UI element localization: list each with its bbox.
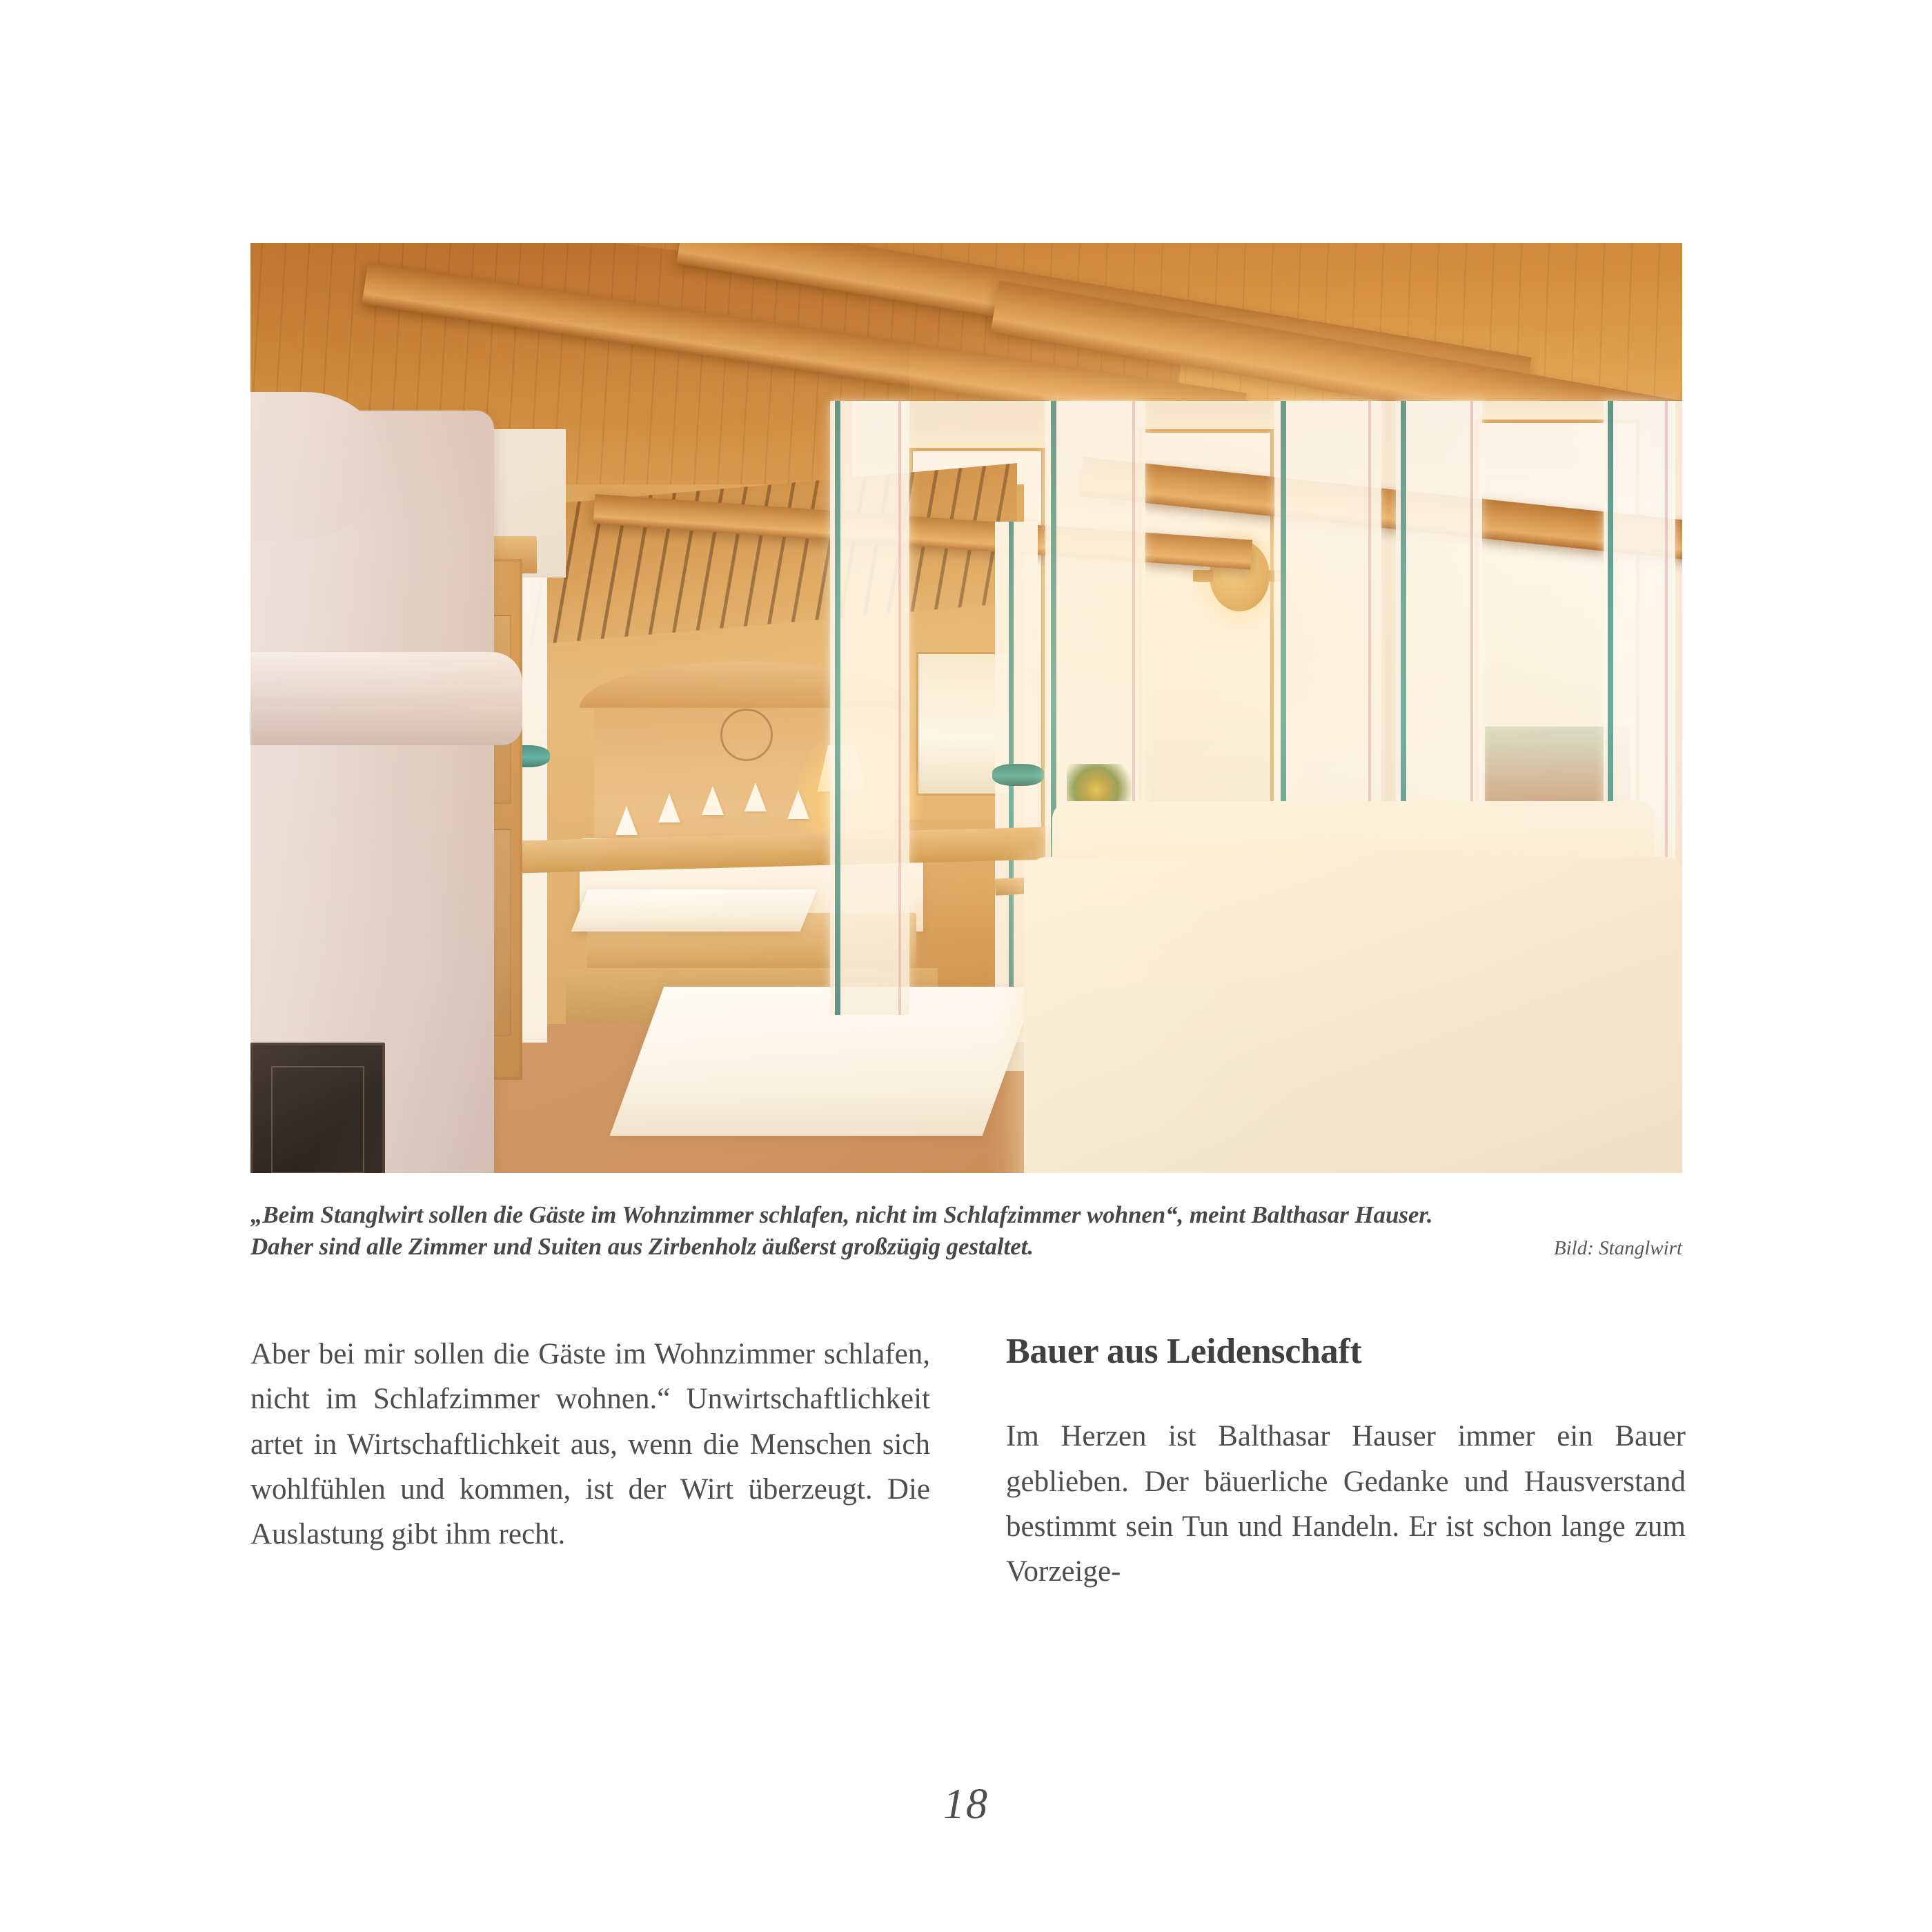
figure-caption [250,1199,1682,1262]
right-column-body: Im Herzen ist Balthasar Hauser immer ein Bauer geblieben. Der bäuerliche Gedanke und Hausverstand bestimmt sein Tun und Handeln. Er ist schon lange zum Vorzeige- [1006,1420,1686,1588]
caption-line-2: Daher sind alle Zimmer und Suiten aus Zirbenholz äußerst großzügig gestaltet. [250,1232,1034,1260]
caption-line-2-row [250,1231,1682,1263]
page-number: 18 [943,1781,989,1828]
sheer-curtain [830,401,909,1015]
photo-scene [250,243,1682,1173]
cream-sofa [1024,857,1683,1173]
pillow [615,806,638,835]
large-white-rug [610,987,1036,1136]
photo-credit: Bild: Stanglwirt [1553,1236,1682,1259]
article-photo [250,243,1682,1173]
stove-bench-ledge [250,652,522,745]
pillow [702,786,724,815]
section-heading: Bauer aus Leidenschaft [1006,1332,1362,1371]
small-white-rug [571,889,818,931]
pillow [787,790,809,819]
pillow [658,793,680,822]
left-column-body: Aber bei mir sollen die Gäste im Wohnzimmer schlafen, nicht im Schlafzimmer wohnen.“ Unwirtschaftlichkeit artet in Wirtschaftlichkeit aus, wenn die Menschen sich wohlfühlen und kommen, ist der Wirt überzeugt. Die Auslastung gibt ihm recht. [250,1338,930,1551]
left-column [250,1332,930,1557]
pillow [745,782,767,811]
right-column [1006,1332,1686,1595]
curtain-tieback [992,764,1044,786]
caption-line-1: „Beim Stanglwirt sollen die Gäste im Wohnzimmer schlafen, nicht im Schlafzimmer wohnen“, meint Balthasar Hauser. [250,1201,1433,1228]
stove-iron-door [250,1043,385,1173]
